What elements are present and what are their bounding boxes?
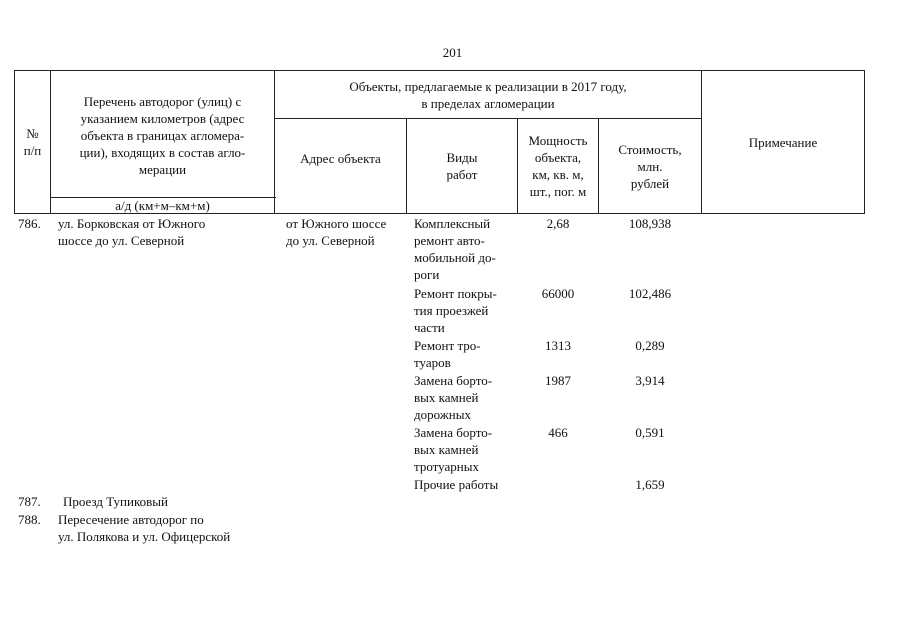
work-capacity: 1313: [545, 338, 571, 353]
work-type: Ремонт тро- туаров: [414, 338, 481, 370]
header-num: № п/п: [23, 126, 42, 158]
header-vline: [864, 70, 865, 214]
work-cost: 108,938: [628, 216, 672, 231]
header-cost: Стоимость, млн. рублей: [618, 141, 682, 191]
work-cost: 0,591: [635, 425, 665, 440]
header-works: Виды работ: [446, 150, 478, 182]
header-capacity: Мощность объекта, км, кв. м, шт., пог. м: [528, 133, 588, 199]
header-note: Примечание: [748, 134, 818, 150]
work-capacity: 66000: [541, 286, 575, 301]
work-cost: 0,289: [635, 338, 665, 353]
work-capacity: 466: [548, 425, 568, 440]
row-number: 788.: [18, 512, 41, 527]
row-number: 786.: [18, 216, 41, 231]
row-road: Проезд Тупиковый: [63, 494, 168, 509]
work-cost: 102,486: [628, 286, 672, 301]
page-number: 201: [442, 45, 463, 60]
work-type: Комплексный ремонт авто- мобильной до- роги: [414, 216, 496, 282]
work-cost: 1,659: [635, 477, 665, 492]
header-objects: Объекты, предлагаемые к реализации в 2017 году, в пределах агломерации: [349, 78, 627, 111]
header-roads: Перечень автодорог (улиц) с указанием километров (адрес объекта в границах агломера- ции), входящих в состав агло- мерации: [79, 93, 246, 177]
header-address: Адрес объекта: [300, 150, 381, 166]
work-capacity: 2,68: [546, 216, 570, 231]
row-address: от Южного шоссе до ул. Северной: [286, 216, 387, 248]
work-cost: 3,914: [635, 373, 665, 388]
work-type: Замена борто- вых камней тротуарных: [414, 425, 493, 474]
row-road: ул. Борковская от Южного шоссе до ул. Северной: [58, 216, 206, 248]
header-roads-sub: а/д (км+м–км+м): [115, 198, 210, 213]
work-type: Прочие работы: [414, 477, 499, 492]
row-number: 787.: [18, 494, 41, 509]
work-type: Замена борто- вых камней дорожных: [414, 373, 493, 422]
row-road: Пересечение автодорог по ул. Полякова и ул. Офицерской: [58, 512, 231, 544]
work-type: Ремонт покры- тия проезжей части: [414, 286, 497, 335]
work-capacity: 1987: [545, 373, 571, 388]
